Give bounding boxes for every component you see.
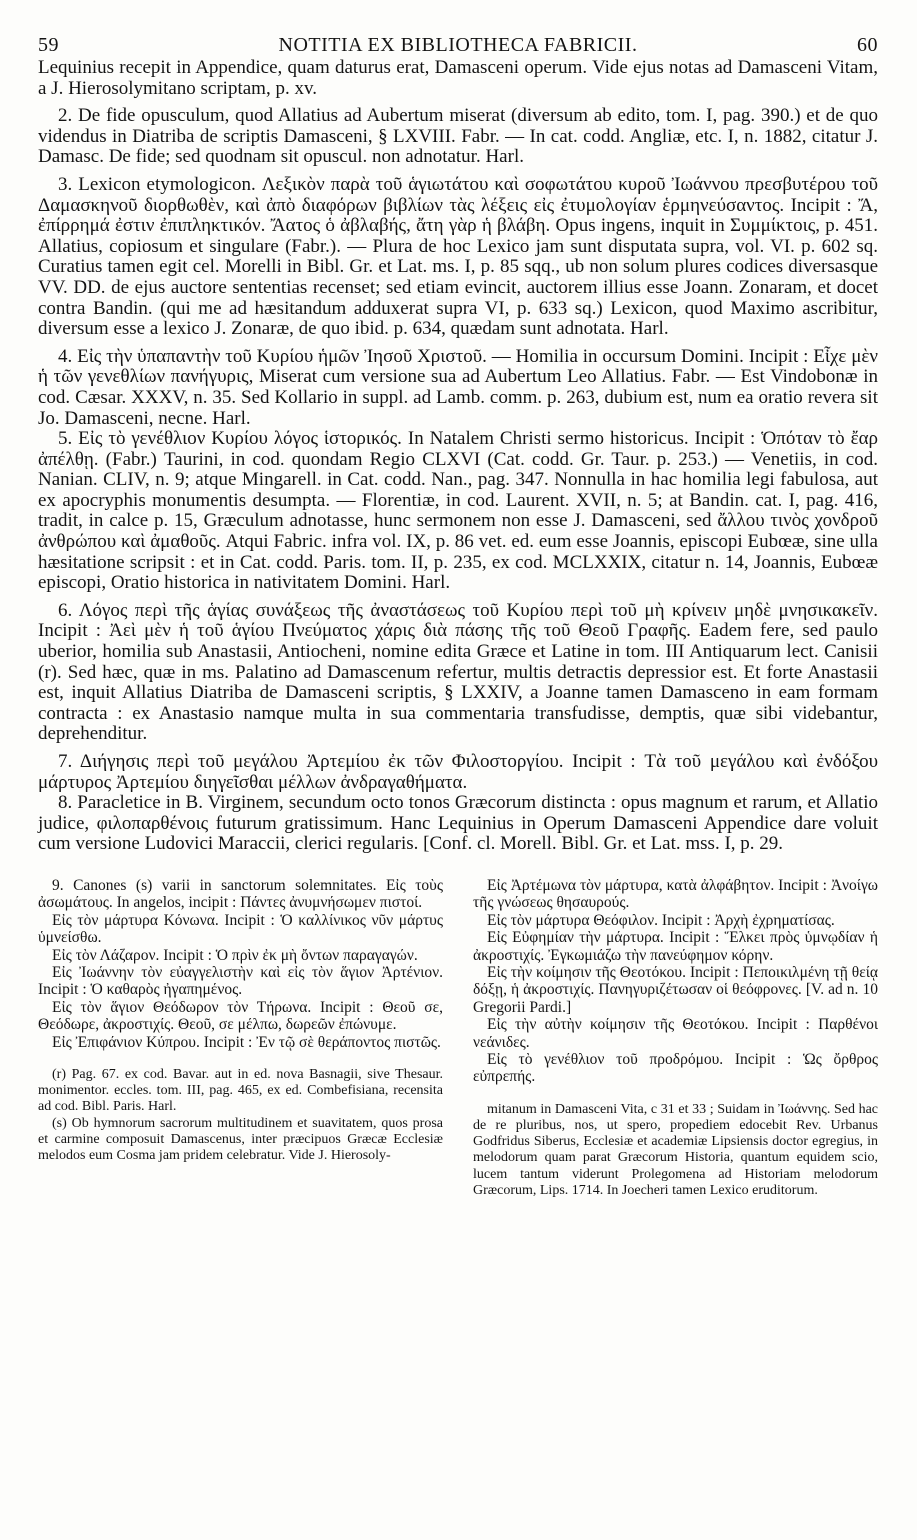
canon-entry: Εἰς τὴν αὐτὴν κοίμησιν τῆς Θεοτόκου. Incipit : Παρθένοι νεάνιδες.: [473, 1016, 878, 1051]
canon-entry: Εἰς Ἐπιφάνιον Κύπρου. Incipit : Ἐν τῷ σὲ θεράποντος πιστῶς.: [52, 1033, 441, 1051]
footnote-s-continued: mitanum in Damasceni Vita, c 31 et 33 ; Suidam in Ἰωάννης. Sed hac de re pluribus, nos, ut spero, propediem edocebit Rev. Urbanus Godfridus Siberus, Ecclesiæ et academiæ Lipsiensis doctor egregius, in melodorum quam parat Græcorum Historia, quantum equidem scio, lucem tantum viderunt Prolegomena ad Historiam melodorum Græcorum, Lips. 1714. In Joecheri tamen Lexico eruditorum.: [473, 1101, 878, 1198]
canon-entry: Εἰς Ἀρτέμωνα τὸν μάρτυρα, κατὰ ἀλφάβητον. Incipit : Ἀνοίγω τῆς γνώσεως θησαυρούς.: [473, 876, 878, 912]
intro-paragraph: Lequinius recepit in Appendice, quam daturus erat, Damasceni operum. Vide ejus notas ad Damasceni Vitam, a J. Hierosolymitano scriptam, p. xv.: [38, 57, 878, 99]
two-column-section: [38, 877, 878, 1199]
canon-entry: Εἰς τὸν Λάζαρον. Incipit : Ὁ πρὶν ἐκ μὴ ὄντων παραγαγών.: [52, 946, 418, 964]
left-column: [38, 877, 443, 1199]
canon-entry: Εἰς Εὐφημίαν τὴν μάρτυρα. Incipit : Ἕλκει πρὸς ὑμνῳδίαν ἡ ἀκροστιχίς. Ἐγκωμιάζω τὴν πανεύφημον κόρην.: [473, 929, 878, 964]
footnote-r: (r) Pag. 67. ex cod. Bavar. aut in ed. nova Basnagii, sive Thesaur. monimentor. eccles. tom. III, pag. 465, ex ed. Combefisiana, recensita ad cod. Bibl. Paris. Harl.: [38, 1067, 443, 1115]
entry-7: 7. Διήγησις περὶ τοῦ μεγάλου Ἀρτεμίου ἐκ τῶν Φιλοστοργίου. Incipit : Τὰ τοῦ μεγάλου καὶ ἐνδόξου μάρτυρος Ἀρτεμίου διηγεῖσθαι μέλλων ἀνδραγαθήματα.: [38, 751, 878, 793]
right-column: [473, 877, 878, 1199]
canon-entry: Εἰς Ἰωάννην τὸν εὐαγγελιστὴν καὶ εἰς τὸν ἅγιον Ἀρτένιον. Incipit : Ὁ καθαρὸς ἠγαπημένος.: [38, 964, 443, 999]
entry-3: 3. Lexicon etymologicon. Λεξικὸν παρὰ τοῦ ἁγιωτάτου καὶ σοφωτάτου κυροῦ Ἰωάννου πρεσβυτέρου τοῦ Δαμασκηνοῦ διορθωθὲν, καὶ ἀπὸ διαφόρων βιβλίων τὰς λέξεις εἰς ἐτυμολογίαν ἑρμηνεύσαντος. Incipit : Ἄ, ἐπίρρημά ἐστιν ἐπιπληκτικόν. Ἄατος ὁ ἀβλαβής, ἄτη γὰρ ἡ βλάβη. Opus ingens, inquit in Συμμίκτοις, p. 451. Allatius, copiosum et singulare (Fabr.). — Plura de hoc Lexico jam sunt disputata supra, vol. VI. p. 602 sq. Curatius tamen egit cel. Morelli in Bibl. Gr. et Lat. ms. I, p. 85 sqq., ub non solum plures codices diversasque VV. DD. de ejus auctore sententias recenset; sed etiam evincit, auctorem illius esse Joann. Zonaram, et docet contra Bandin. (qui me ad hæsitandum adduxerat supra VI, p. 633 sq.) Lexicon, quod Maximo ascribitur, diversum esse a lexico J. Zonaræ, de quo ibid. p. 634, quædam sunt adnotata. Harl.: [38, 173, 878, 340]
entry-6: 6. Λόγος περὶ τῆς ἁγίας συνάξεως τῆς ἀναστάσεως τοῦ Κυρίου περὶ τοῦ μὴ κρίνειν μηδὲ μνησικακεῖν. Incipit : Ἀεὶ μὲν ἡ τοῦ ἁγίου Πνεύματος χάρις διὰ πάσης τῆς τοῦ Θεοῦ Γραφῆς. Eadem fere, sed paulo uberior, homilia sub Anastasii, Antiocheni, nomine edita Græce et Latine in tom. III Antiquarum lect. Canisii (r). Sed hæc, quæ in ms. Palatino ad Damascenum refertur, multis detractis depressior est. Et forte Anastasii est, inquit Allatius Diatriba de Damasceni scriptis, § LXXIV, a Joanne tamen Damasceno in eam formam contracta : ex Anastasio namque multa in sua commentaria transfudisse, demptis, quæ sibi videbantur, deprehenditur.: [38, 599, 878, 745]
page-number-right: 60: [857, 34, 878, 56]
page: [38, 34, 878, 1199]
canon-entry: Εἰς τὸν ἅγιον Θεόδωρον τὸν Τήρωνα. Incipit : Θεοῦ σε, Θεόδωρε, ἀκροστιχίς. Θεοῦ, σε μέλπω, δωρεῶν ἐπώνυμε.: [38, 998, 443, 1034]
entry-5: 5. Εἰς τὸ γενέθλιον Κυρίου λόγος ἱστορικός. In Natalem Christi sermo historicus. Incipit : Ὁπόταν τὸ ἔαρ ἀπέλθῃ. (Fabr.) Taurini, in cod. quondam Regio CLXVI (Cat. codd. Gr. Taur. p. 253.) — Venetiis, in cod. Nanian. CLIV, n. 9; atque Mingarell. in Cat. codd. Nan., pag. 347. Nonnulla in hac homilia legi fabulosa, aut ex apocryphis monumentis desumpta. — Florentiæ, in cod. Laurent. XVII, n. 5; at Bandin. cat. I, pag. 416, tradit, in calce p. 15, Græculum adnotasse, hunc sermonem non esse J. Damasceni, sed ἄλλου τινὸς χονδροῦ ἀνθρώπου καὶ ἀμαθοῦς. Atqui Fabric. infra vol. IX, p. 86 vet. ed. eum esse Joannis, episcopi Eubœæ, sine ulla hæsitatione scripsit : et in Cat. codd. Paris. tom. II, p. 235, ex cod. MCLXXIX, citatur n. 14, Joannis, Eubœæ episcopi, Oratio historica in nativitatem Domini. Harl.: [38, 428, 878, 594]
entry-2: 2. De fide opusculum, quod Allatius ad Aubertum miserat (diversum ab edito, tom. I, pag. 390.) et de quo videndus in Diatriba de scriptis Damasceni, § LXVIII. Fabr. — In cat. codd. Angliæ, etc. I, n. 1882, citatur J. Damasc. De fide; sed quodnam sit opuscul. non adnotatur. Harl.: [38, 105, 878, 168]
running-header: [38, 34, 878, 58]
main-text: [38, 58, 878, 855]
canon-entry: 9. Canones (s) varii in sanctorum solemnitates. Εἰς τοὺς ἀσωμάτους. In angelos, incipit : Πάντες ἀνυμνήσωμεν πιστοί.: [38, 876, 443, 912]
footnote-s: (s) Ob hymnorum sacrorum multitudinem et suavitatem, quos prosa et carmine composuit Damascenus, inter præcipuos Græcæ Ecclesiæ melodos eum Cosma jam pridem celebratur. Vide J. Hierosoly-: [38, 1115, 443, 1164]
entry-8: 8. Paracletice in B. Virginem, secundum octo tonos Græcorum distincta : opus magnum et rarum, et Allatio judice, φιλοπαρθένοις futurum gratissimum. Hanc Lequinius in Operum Damasceni Appendice dare voluit cum versione Ludovici Maraccii, clerici regularis. [Conf. cl. Morell. Bibl. Gr. et Lat. mss. I, p. 29.: [38, 792, 878, 855]
footnotes-left: [38, 1067, 443, 1164]
page-number-left: 59: [38, 34, 59, 56]
canon-entry: Εἰς τὸν μάρτυρα Κόνωνα. Incipit : Ὁ καλλίνικος νῦν μάρτυς ὑμνείσθω.: [38, 911, 443, 947]
canon-entry: Εἰς τὸ γενέθλιον τοῦ προδρόμου. Incipit : Ὡς ὄρθρος εὐπρεπής.: [473, 1051, 878, 1086]
canon-entry: Εἰς τὸν μάρτυρα Θεόφιλον. Incipit : Ἀρχὴ ἐχρηματίσας.: [487, 911, 835, 929]
running-title: NOTITIA EX BIBLIOTHECA FABRICII.: [278, 34, 638, 56]
entry-4: 4. Εἰς τὴν ὑπαπαντὴν τοῦ Κυρίου ἡμῶν Ἰησοῦ Χριστοῦ. — Homilia in occursum Domini. Incipit : Εἶχε μὲν ἡ τῶν γενεθλίων πανήγυρις, Miserat cum versione sua ad Aubertum Leo Allatius. Fabr. — Est Vindobonæ in cod. Cæsar. XXXV, n. 35. Sed Kollario in suppl. ad Lamb. comm. p. 263, dubium est, num ea oratio revera sit Jo. Damasceni, necne. Harl.: [38, 345, 878, 429]
footnotes-right: [473, 1102, 878, 1199]
canon-entry: Εἰς τὴν κοίμησιν τῆς Θεοτόκου. Incipit : Πεποικιλμένη τῇ θείᾳ δόξῃ, ἡ ἀκροστιχίς. Πανηγυριζέτωσαν οἱ θεόφρονες. [V. ad n. 10 Gregorii Pardi.]: [473, 964, 878, 1016]
